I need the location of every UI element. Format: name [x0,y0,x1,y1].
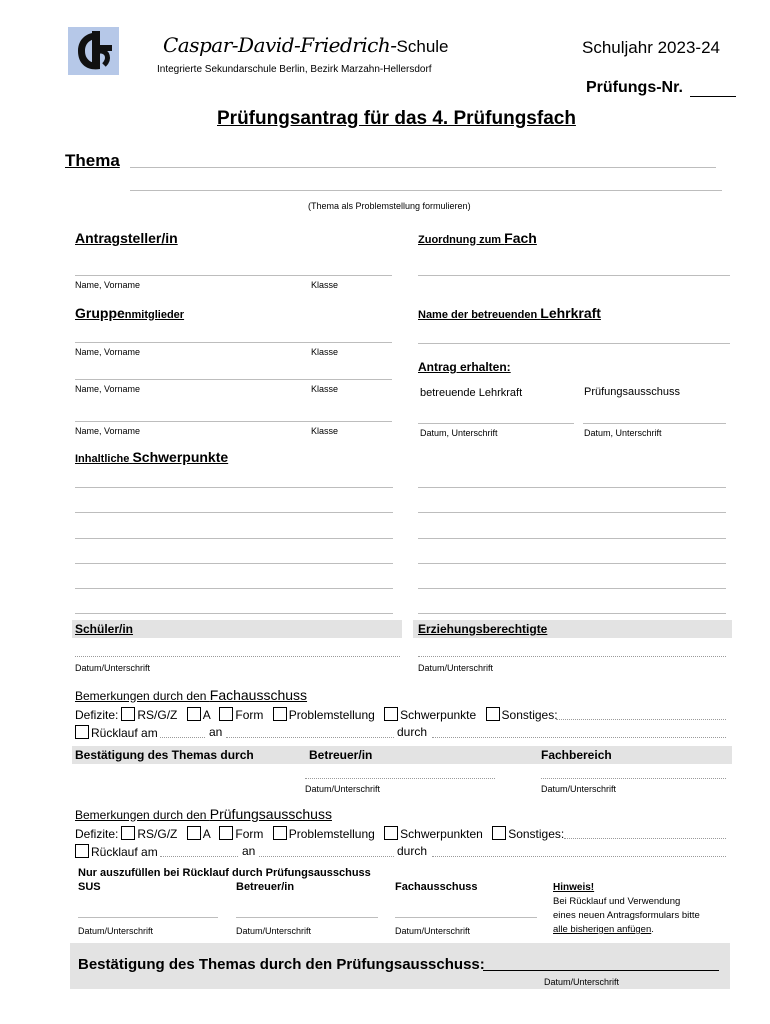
note-line-1: Bei Rücklauf und Verwendung [553,896,681,907]
guardian-signature-date: Datum/Unterschrift [418,663,494,673]
fach-other-field[interactable] [556,719,726,720]
school-year: Schuljahr 2023-24 [582,38,720,57]
return-col-committee: Fachausschuss [395,881,478,893]
group-member-field-2[interactable] [75,379,392,380]
return-sus-field[interactable] [78,917,218,918]
fach-checkbox-focus[interactable] [384,707,398,721]
focus-field-right-6[interactable] [418,613,726,614]
thema-field-1[interactable] [130,167,716,168]
received-teacher-field[interactable] [418,423,574,424]
guardian-signature-heading: Erziehungsberechtigte [418,622,548,636]
final-field[interactable] [483,970,719,971]
page-title: Prüfungsantrag für das 4. Prüfungsfach [217,108,576,129]
group-name-label-1: Name, Vorname [75,347,141,357]
pruef-checkbox-form[interactable] [219,826,233,840]
focus-field-left-6[interactable] [75,613,393,614]
confirm-supervisor-field[interactable] [305,778,495,779]
return-sus-date: Datum/Unterschrift [78,926,154,936]
confirm-department-date: Datum/Unterschrift [541,784,617,794]
note-line-3: alle bisherigen anfügen. [553,924,654,935]
school-name [163,33,449,58]
focus-field-right-1[interactable] [418,487,726,488]
pruef-deficits-label: Defizite: [75,827,119,841]
confirm-department-label: Fachbereich [541,748,612,762]
confirm-supervisor-date: Datum/Unterschrift [305,784,381,794]
student-signature-field[interactable] [75,656,400,657]
thema-label: Thema [65,151,120,170]
focus-field-right-3[interactable] [418,538,726,539]
pruef-deficits-row: Defizite: RS/G/Z A Form Problemstellung Schwerpunkten Sonstiges: [75,827,565,841]
fach-checkbox-a[interactable] [187,707,201,721]
pruef-an-field[interactable] [259,856,394,857]
focus-field-left-3[interactable] [75,538,393,539]
thema-hint: (Thema als Problemstellung formulieren) [308,201,471,211]
student-signature-heading: Schüler/in [75,622,134,636]
pruef-checkbox-return[interactable] [75,844,89,858]
fach-checkbox-other[interactable] [486,707,500,721]
group-name-label-2: Name, Vorname [75,384,141,394]
guardian-signature-field[interactable] [418,656,726,657]
focus-field-right-4[interactable] [418,563,726,564]
school-logo [68,27,119,75]
fach-return-row: Rücklauf am [75,725,158,740]
confirm-department-field[interactable] [541,778,726,779]
return-committee-field[interactable] [395,917,537,918]
pruef-remarks-heading: Bemerkungen durch den Prüfungsausschuss [75,806,332,822]
received-heading: Antrag erhalten: [418,360,511,374]
school-suffix: Schule [396,37,449,56]
focus-field-left-2[interactable] [75,512,393,513]
focus-field-left-1[interactable] [75,487,393,488]
fach-an-label: an [209,725,223,739]
return-supervisor-date: Datum/Unterschrift [236,926,312,936]
pruef-checkbox-a[interactable] [187,826,201,840]
fach-checkbox-form[interactable] [219,707,233,721]
group-name-label-3: Name, Vorname [75,426,141,436]
fach-durch-field[interactable] [432,737,726,738]
final-label: Bestätigung des Themas durch den Prüfungsausschuss: [78,956,485,973]
pruef-an-label: an [242,844,256,858]
applicant-field[interactable] [75,275,392,276]
fach-deficits-row: Defizite: RS/G/Z A Form Problemstellung Schwerpunkte Sonstiges: [75,708,558,722]
return-heading: Nur auszufüllen bei Rücklauf durch Prüfungsausschuss [78,867,371,879]
school-subtitle: Integrierte Sekundarschule Berlin, Bezirk Marzahn-Hellersdorf [157,64,432,75]
pruef-return-date-field[interactable] [160,856,238,857]
pruef-durch-field[interactable] [432,856,726,857]
teacher-heading: Name der betreuenden Lehrkraft [418,305,601,321]
student-signature-date: Datum/Unterschrift [75,663,151,673]
return-supervisor-field[interactable] [236,917,378,918]
group-heading: Gruppenmitglieder [75,305,185,321]
group-member-field-3[interactable] [75,421,392,422]
group-class-label-2: Klasse [311,384,339,394]
school-logo-icon [68,27,119,75]
fach-checkbox-return[interactable] [75,725,89,739]
fach-remarks-heading: Bemerkungen durch den Fachausschuss [75,687,308,703]
school-signature: Caspar-David-Friedrich- [163,33,397,57]
thema-field-2[interactable] [130,190,722,191]
pruef-checkbox-other[interactable] [492,826,506,840]
exam-number-field[interactable] [690,96,736,97]
note-heading: Hinweis! [553,882,595,893]
group-class-label-3: Klasse [311,426,339,436]
subject-field[interactable] [418,275,730,276]
subject-heading: Zuordnung zum Fach [418,230,537,246]
applicant-class-label: Klasse [311,280,339,290]
received-committee-field[interactable] [583,423,726,424]
pruef-other-field[interactable] [564,838,726,839]
focus-field-left-5[interactable] [75,588,393,589]
focus-heading: Inhaltliche Schwerpunkte [75,449,229,465]
group-class-label-1: Klasse [311,347,339,357]
pruef-checkbox-focus[interactable] [384,826,398,840]
fach-checkbox-problem[interactable] [273,707,287,721]
applicant-heading: Antragsteller/in [75,230,178,246]
fach-deficits-label: Defizite: [75,708,119,722]
pruef-return-row: Rücklauf am [75,844,158,859]
confirm-label: Bestätigung des Themas durch [75,748,254,762]
note-line-2: eines neuen Antragsformulars bitte [553,910,700,921]
exam-number-label: Prüfungs-Nr. [586,79,683,96]
pruef-checkbox-rsgz[interactable] [121,826,135,840]
received-committee-label: Prüfungsausschuss [584,386,680,398]
confirm-supervisor-label: Betreuer/in [309,748,373,762]
focus-field-right-5[interactable] [418,588,726,589]
focus-field-left-4[interactable] [75,563,393,564]
focus-field-right-2[interactable] [418,512,726,513]
applicant-name-label: Name, Vorname [75,280,141,290]
pruef-checkbox-problem[interactable] [273,826,287,840]
pruef-durch-label: durch [397,844,428,858]
teacher-field[interactable] [418,343,730,344]
fach-an-field[interactable] [226,737,394,738]
final-date: Datum/Unterschrift [544,977,620,987]
fach-durch-label: durch [397,725,428,739]
return-col-sus: SUS [78,881,101,893]
return-committee-date: Datum/Unterschrift [395,926,471,936]
received-teacher-date: Datum, Unterschrift [420,428,498,438]
fach-checkbox-rsgz[interactable] [121,707,135,721]
group-member-field-1[interactable] [75,342,392,343]
return-col-supervisor: Betreuer/in [236,881,295,893]
received-committee-date: Datum, Unterschrift [584,428,662,438]
fach-return-date-field[interactable] [160,737,205,738]
received-teacher-label: betreuende Lehrkraft [420,387,523,399]
